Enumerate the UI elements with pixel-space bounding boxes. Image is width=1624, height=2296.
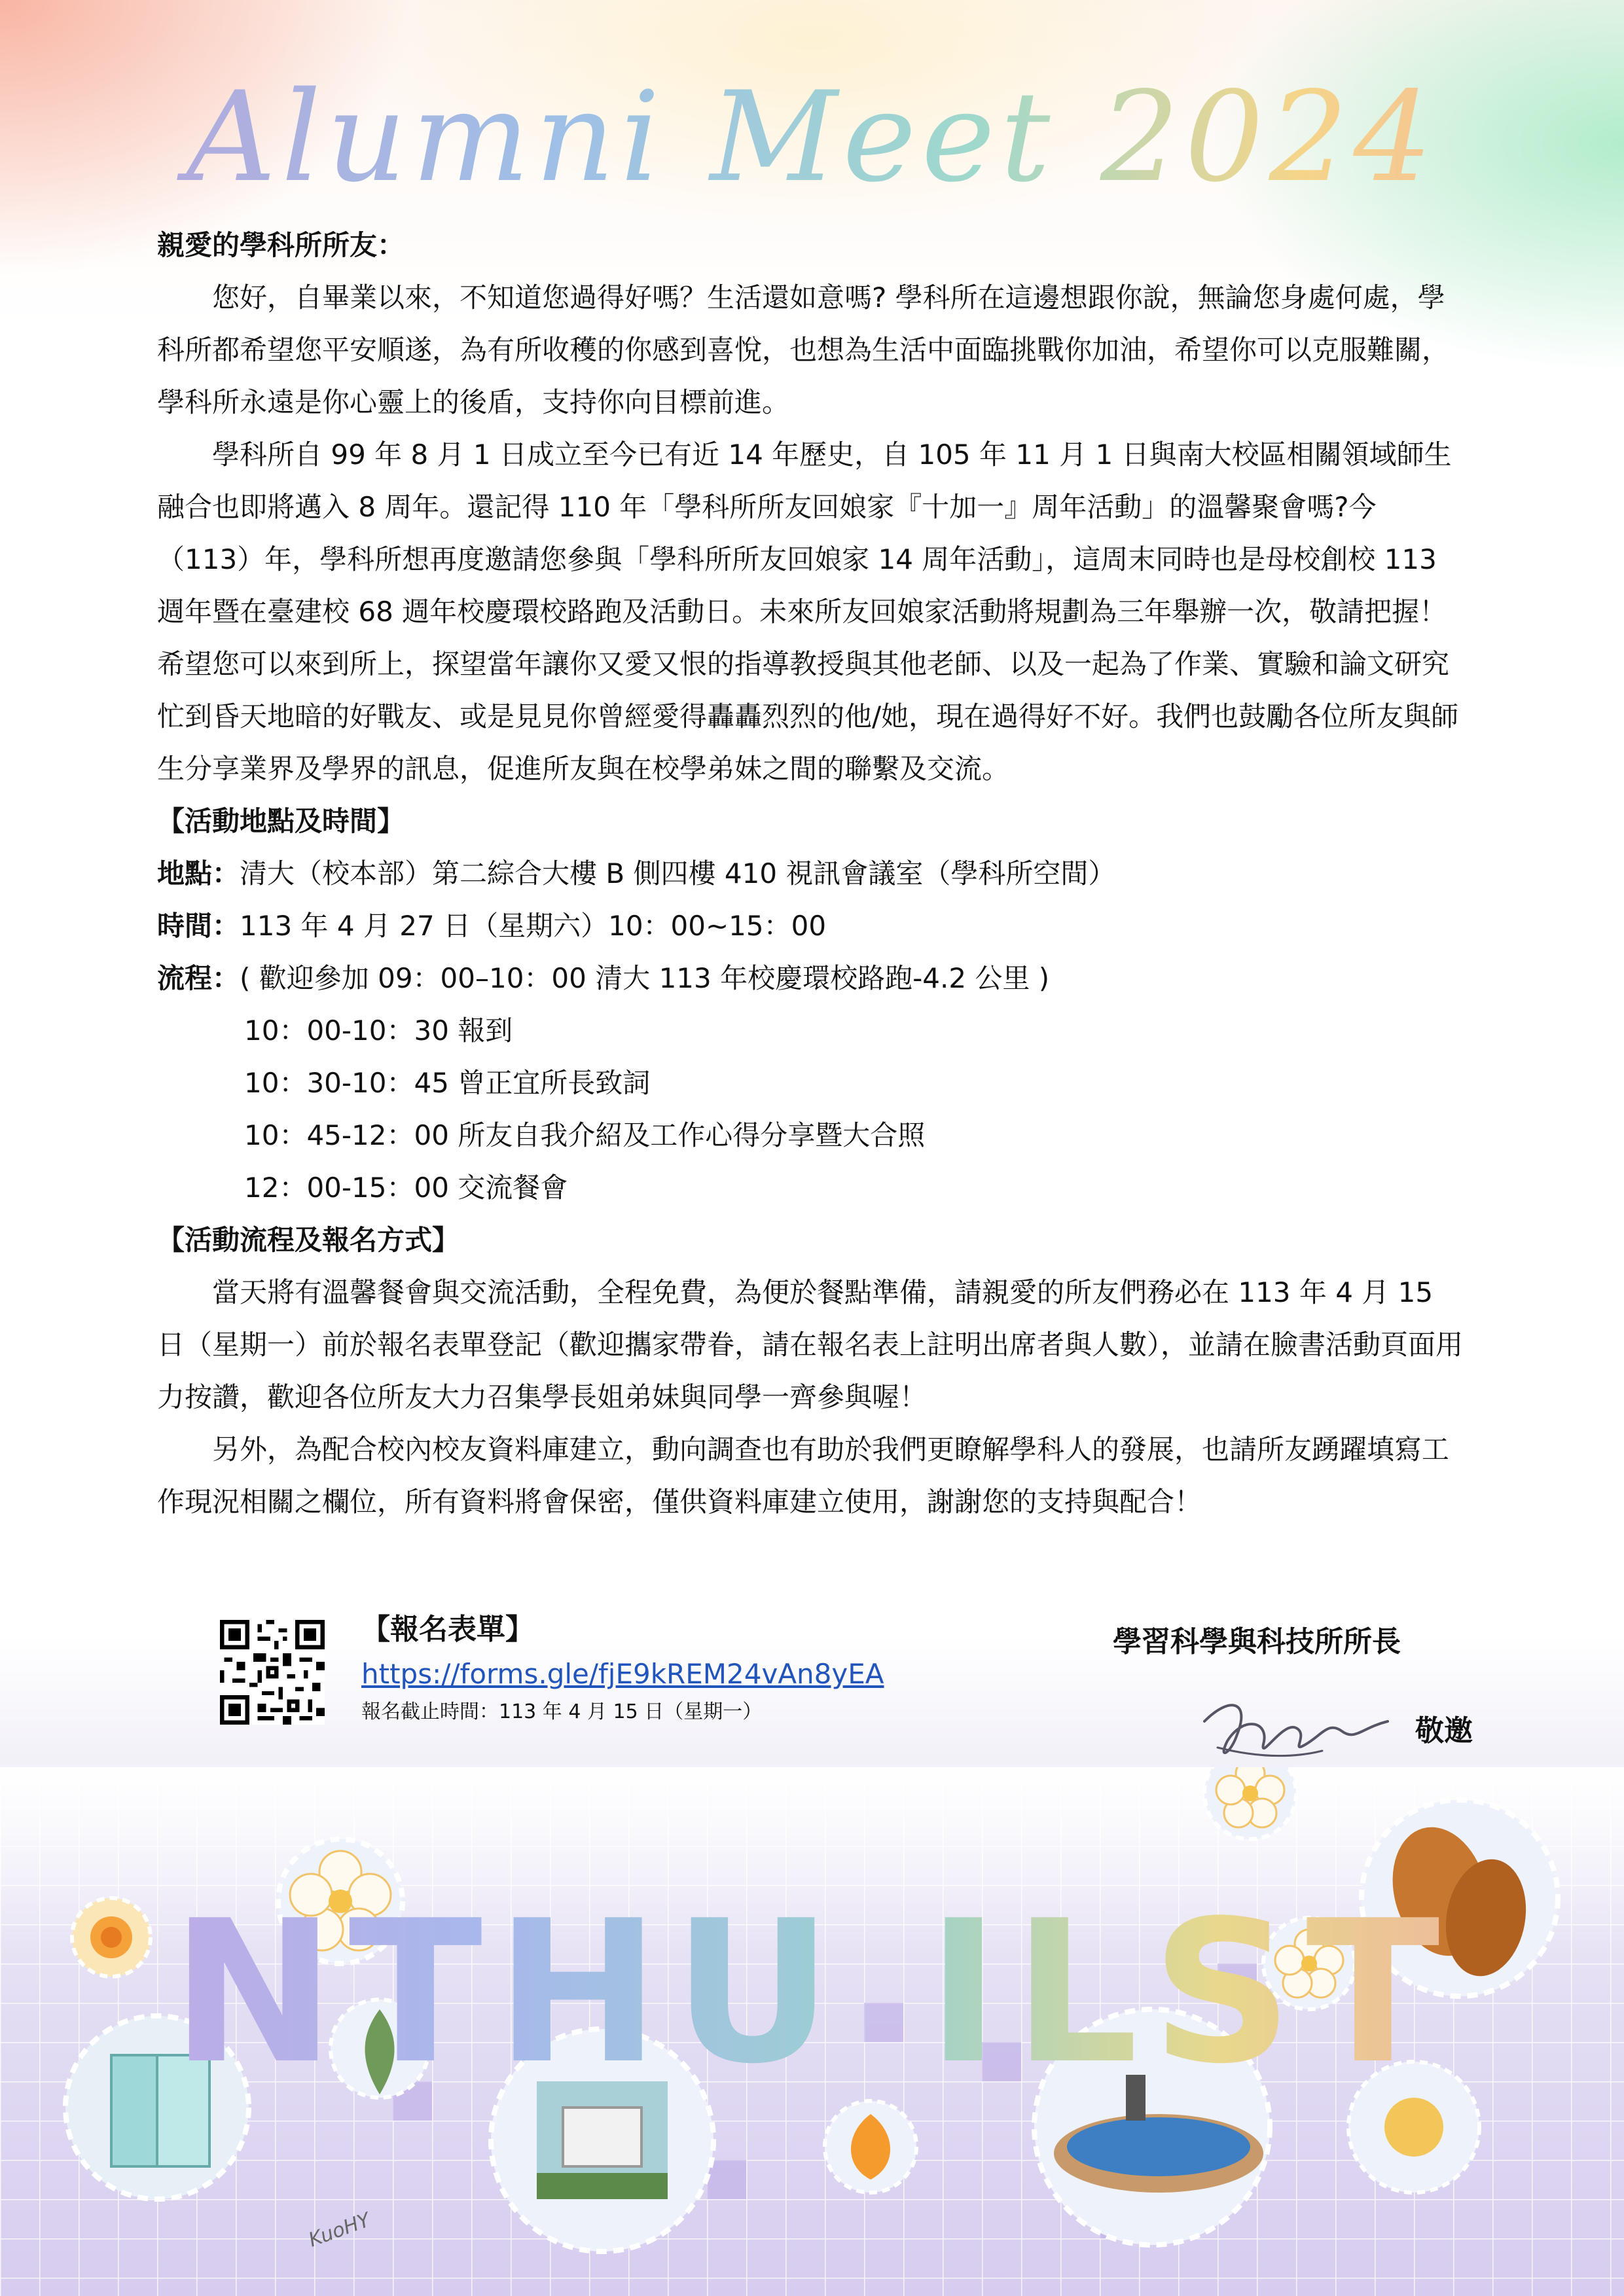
letter-body <box>157 219 1466 1528</box>
location-label: 地點： <box>157 857 240 889</box>
schedule-item: 12：00-15：00 交流餐會 <box>244 1172 568 1204</box>
salutation: 親愛的學科所所友： <box>157 229 405 261</box>
schedule-item: 10：45-12：00 所友自我介紹及工作心得分享暨大合照 <box>244 1119 926 1151</box>
location-value: 清大（校本部）第二綜合大樓 B 側四樓 410 視訊會議室（學科所空間） <box>240 857 1116 889</box>
form-title: 【報名表單】 <box>361 1613 534 1646</box>
invite-text: 敬邀 <box>1415 1714 1473 1748</box>
time-label: 時間： <box>157 910 240 942</box>
time-value: 113 年 4 月 27 日（星期六）10：00~15：00 <box>240 910 827 942</box>
signature-image <box>1191 1682 1401 1780</box>
schedule-item: 10：30-10：45 曾正宜所長致詞 <box>244 1067 651 1099</box>
history-paragraph: 學科所自 99 年 8 月 1 日成立至今已有近 14 年歷史，自 105 年 11 月 1 日與南大校區相關領域師生融合也即將邁入 8 周年。還記得 110 年「學科所所友回娘家『十加一』周年活動」的溫馨聚會嗎?今（113）年，學科所想再度邀請您參與「學科所所友回娘家 14 周年活動」，這周末同時也是母校創校 113 週年暨在臺建校 68 週年校慶環校路跑及活動日。未來所友回娘家活動將規劃為三年舉辦一次，敬請把握！希望您可以來到所上，探望當年讓你又愛又恨的指導教授與其他老師、以及一起為了作業、實驗和論文研究忙到昏天地暗的好戰友、或是見見你曾經愛得轟轟烈烈的他/她，現在過得好不好。我們也鼓勵各位所友與師生分享業界及學界的訊息，促進所友與在校學弟妹之間的聯繫及交流。 <box>157 439 1459 785</box>
registration-paragraph: 當天將有溫馨餐會與交流活動，全程免費，為便於餐點準備，請親愛的所友們務必在 113 年 4 月 15 日（星期一）前於報名表單登記（歡迎攜家帶眷，請在報名表上註明出席者與人數），並請在臉書活動頁面用力按讚，歡迎各位所友大力召集學長姐弟妹與同學一齊參與喔！ <box>157 1276 1464 1413</box>
form-link[interactable]: https://forms.gle/fjE9kREM24vAn8yEA <box>361 1658 884 1690</box>
intro-paragraph: 您好，自畢業以來，不知道您過得好嗎？生活還如意嗎? 學科所在這邊想跟你說，無論您身處何處，學科所都希望您平安順遂，為有所收穫的你感到喜悅，也想為生活中面臨挑戰你加油，希望你可以克服難關，學科所永遠是你心靈上的後盾，支持你向目標前進。 <box>157 281 1450 418</box>
title-area <box>0 52 1624 223</box>
registration-form-box <box>361 1607 950 1729</box>
nthu-ilst-logo: NTHU ILST <box>0 1878 1624 2107</box>
page-title: Alumni Meet 2024 <box>0 52 1624 223</box>
director-title: 學習科學與科技所所長 <box>1113 1625 1401 1659</box>
form-deadline: 報名截止時間：113 年 4 月 15 日（星期一） <box>361 1700 763 1723</box>
qr-code[interactable] <box>220 1620 325 1725</box>
location-line <box>157 848 1466 900</box>
time-line <box>157 900 1466 952</box>
flow-label: 流程： <box>157 962 240 994</box>
illustrator-credit: KuoHY <box>305 2208 374 2252</box>
flow-line <box>157 952 1466 1005</box>
registration-heading: 【活動流程及報名方式】 <box>157 1224 460 1256</box>
event-info-heading: 【活動地點及時間】 <box>157 805 405 837</box>
flow-note: ( 歡迎參加 09：00–10：00 清大 113 年校慶環校路跑-4.2 公里 ) <box>240 962 1050 994</box>
schedule-item: 10：00-10：30 報到 <box>244 1014 513 1047</box>
survey-paragraph: 另外，為配合校內校友資料庫建立，動向調查也有助於我們更瞭解學科人的發展，也請所友踴躍填寫工作現況相關之欄位，所有資料將會保密，僅供資料庫建立使用，謝謝您的支持與配合！ <box>157 1433 1450 1518</box>
